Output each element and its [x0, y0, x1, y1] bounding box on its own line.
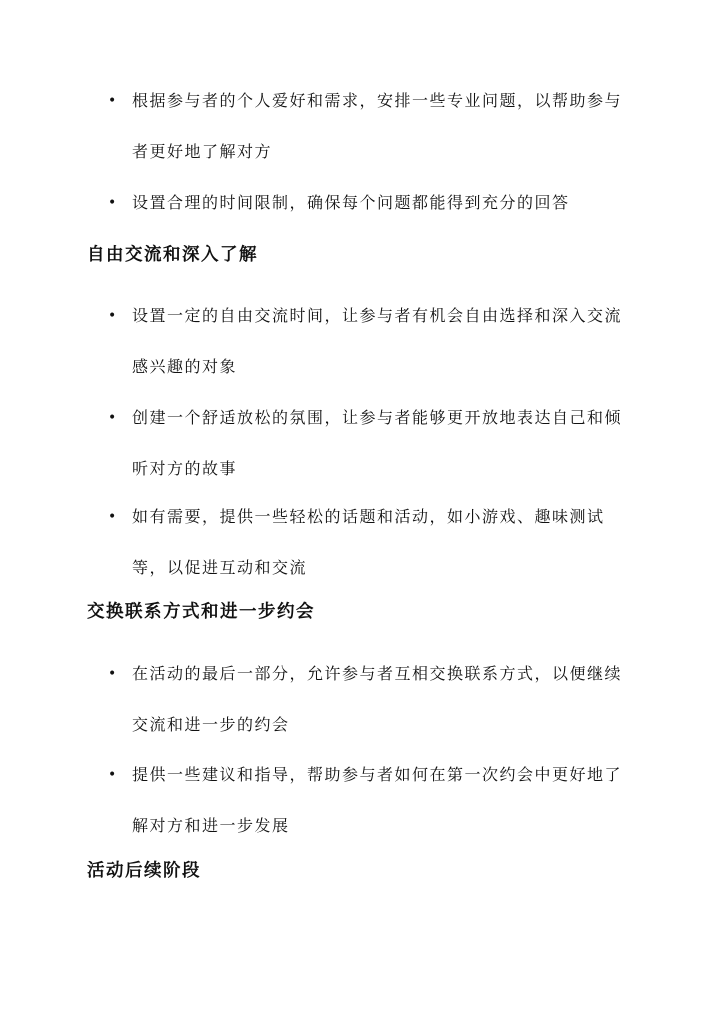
- list-item-text: 设置合理的时间限制，确保每个问题都能得到充分的回答: [132, 193, 570, 212]
- bullet-marker: •: [108, 308, 117, 324]
- bullet-marker: •: [108, 509, 117, 525]
- list-item-text: 根据参与者的个人爱好和需求，安排一些专业问题，以帮助参与者更好地了解对方: [132, 91, 623, 161]
- list-item-text: 在活动的最后一部分，允许参与者互相交换联系方式，以便继续交流和进一步的约会: [132, 664, 623, 734]
- list-item-text: 提供一些建议和指导，帮助参与者如何在第一次约会中更好地了解对方和进一步发展: [132, 765, 623, 835]
- bullet-marker: •: [108, 767, 117, 783]
- section-heading: 自由交流和深入了解: [87, 245, 258, 265]
- list-item-text: 设置一定的自由交流时间，让参与者有机会自由选择和深入交流感兴趣的对象: [132, 306, 623, 376]
- bullet-marker: •: [108, 195, 117, 211]
- bullet-marker: •: [108, 93, 117, 109]
- list-item-text: 如有需要，提供一些轻松的话题和活动，如小游戏、趣味测试等，以促进互动和交流: [132, 507, 605, 577]
- list-item-text: 创建一个舒适放松的氛围，让参与者能够更开放地表达自己和倾听对方的故事: [132, 408, 623, 478]
- section-heading: 交换联系方式和进一步约会: [87, 602, 315, 622]
- section-heading: 活动后续阶段: [87, 861, 201, 881]
- bullet-marker: •: [108, 666, 117, 682]
- bullet-marker: •: [108, 410, 117, 426]
